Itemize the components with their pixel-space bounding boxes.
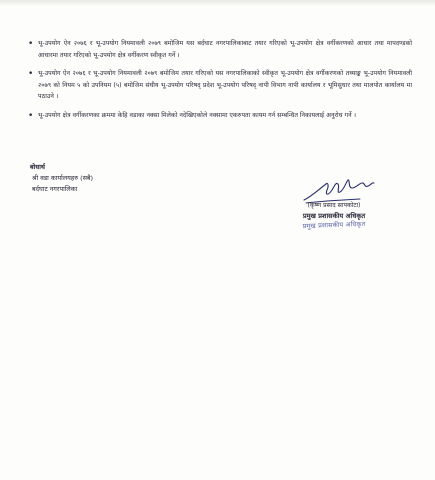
signature-block — [282, 200, 386, 229]
list-item-text: भू-उपयोग ऐन २०७६ र भू-उपयोग नियमावली २०७९ बमोजिम तयार गरिएको यस नगरपालिकाको स्वीकृत भू-उपयोग क्षेत्र वर्गीकरणको तथ्याङ्क भू-उपयोग नियमावली २०७९ को नियम ५ को उपनियम (५) बमोजिम संघीय भू-उपयोग परिषद् प्रदेश भू-उपयोग परिषद् नापी विभाग नापी कार्यालय र भूमिसुधार तथा मालपोत कार्यालय मा पठाउने । — [38, 70, 412, 100]
list-item — [28, 68, 412, 103]
list-item — [28, 38, 412, 61]
page-edge-shadow — [0, 0, 435, 6]
cc-recipient: श्री वडा कार्यालयहरु (सबै) — [32, 174, 94, 182]
signatory-name: (कृष्ण प्रसाद सापकोटा) — [307, 202, 361, 209]
cc-heading: बोधार्थ — [30, 163, 45, 171]
bullet-icon: • — [28, 69, 34, 79]
decision-list — [28, 38, 412, 129]
list-item-text: भू-उपयोग ऐन २०७६ र भू-उपयोग नियमावली २०७९ बमोजिम यस बर्दघाट नगरपालिकाबाट तयार गरिएको भू-उपयोग क्षेत्र वर्गीकरणको आधार तथा मापदण्डको आधारमा तयार गरिएको भू-उपयोग क्षेत्र वर्गीकरण स्वीकृत गर्ने । — [38, 40, 412, 59]
list-item — [28, 110, 412, 122]
signatory-title: प्रमुख प्रशासकीय अधिकृत — [302, 212, 366, 220]
bullet-icon: • — [28, 110, 34, 121]
cc-block — [30, 162, 93, 195]
cc-recipient: बर्दघाट नगरपालिका — [32, 185, 78, 193]
list-item-text: भू-उपयोग क्षेत्र वर्गीकरणका क्रममा केहि वडाका नक्सा मिलेको नदेखिएकोले नक्सामा एकरुपता कायम गर्न सम्बन्धित निकायलाई अनुरोध गर्ने । — [38, 111, 356, 119]
official-stamp: प्रमुख प्रशासकीय अधिकृत — [302, 219, 366, 231]
bullet-icon: • — [28, 39, 34, 49]
